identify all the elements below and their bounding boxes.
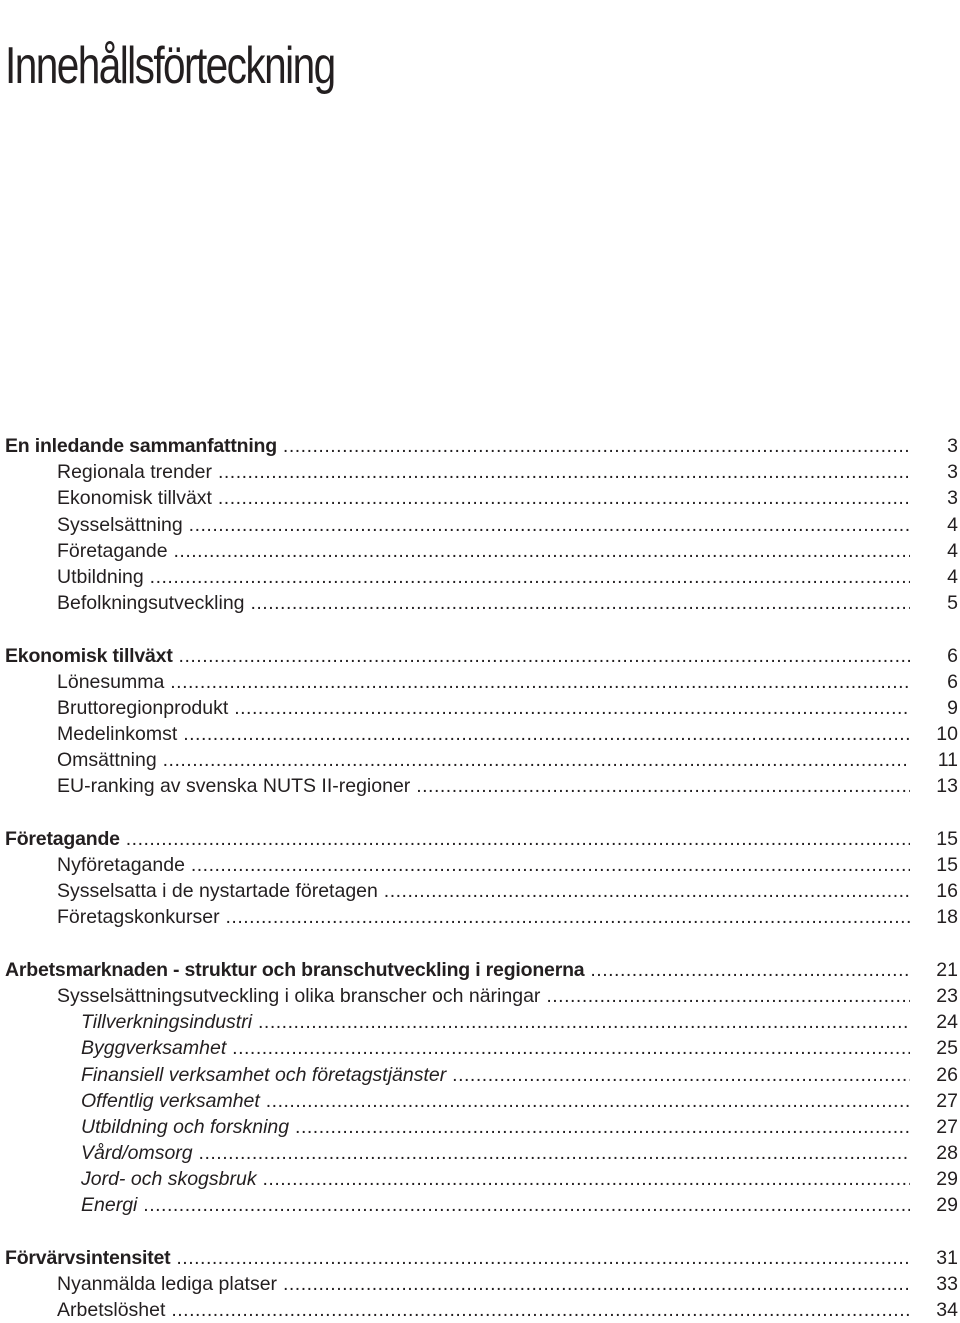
page-title: Innehållsförteckning <box>5 36 335 95</box>
toc-entry-label: Sysselsättningsutveckling i olika branscher och näringar ..... <box>5 983 910 1009</box>
toc-page-number: 27 <box>936 1089 958 1112</box>
toc-section-entry[interactable] <box>5 957 960 983</box>
toc-entry-label: Byggverksamhet ..... <box>5 1035 910 1061</box>
toc-subentry[interactable] <box>5 1062 960 1088</box>
toc-page-number: 6 <box>947 670 958 693</box>
toc-entry-label: Medelinkomst ..... <box>5 721 910 747</box>
toc-section-entry[interactable] <box>5 643 960 669</box>
toc-entry[interactable] <box>5 1271 960 1297</box>
toc-entry[interactable] <box>5 564 960 590</box>
toc-entry-label: Energi ..... <box>5 1192 910 1218</box>
toc-entry-label: Företagande ..... <box>5 826 910 852</box>
toc-page-number: 10 <box>936 723 958 746</box>
toc-entry-label: Arbetslöshet ..... <box>5 1297 910 1323</box>
toc-entry-label: Nyanmälda lediga platser ..... <box>5 1271 910 1297</box>
toc-page-number: 9 <box>947 696 958 719</box>
toc-entry[interactable] <box>5 485 960 511</box>
toc-page-number: 4 <box>947 513 958 536</box>
toc-entry[interactable] <box>5 852 960 878</box>
toc-page-number: 15 <box>936 854 958 876</box>
section-spacer <box>5 616 960 642</box>
toc-entry-label: Tillverkningsindustri ..... <box>5 1009 910 1035</box>
toc-entry-label: En inledande sammanfattning ..... <box>5 433 910 459</box>
toc-page-number: 18 <box>936 906 958 929</box>
section-spacer <box>5 1219 960 1245</box>
toc-section-entry[interactable] <box>5 826 960 852</box>
toc-section-entry[interactable] <box>5 433 960 459</box>
toc-entry-label: Finansiell verksamhet och företagstjänster ..... <box>5 1062 910 1088</box>
toc-page-number: 13 <box>936 775 958 798</box>
toc-page-number: 25 <box>936 1037 958 1060</box>
toc-page-number: 33 <box>936 1273 958 1295</box>
table-of-contents <box>5 433 960 1323</box>
toc-page-number: 6 <box>947 644 958 667</box>
toc-entry[interactable] <box>5 590 960 616</box>
section-spacer <box>5 931 960 957</box>
toc-entry-label: Lönesumma ..... <box>5 669 910 695</box>
toc-page-number: 16 <box>936 880 958 903</box>
toc-entry-label: Befolkningsutveckling ..... <box>5 590 910 616</box>
toc-entry[interactable] <box>5 983 960 1009</box>
toc-subentry[interactable] <box>5 1088 960 1114</box>
toc-page-number: 29 <box>936 1168 958 1191</box>
toc-entry-label: Företagande ..... <box>5 538 910 564</box>
toc-page-number: 4 <box>947 539 958 562</box>
toc-entry-label: Nyföretagande ..... <box>5 852 910 878</box>
section-spacer <box>5 800 960 826</box>
toc-page-number: 28 <box>936 1142 958 1165</box>
toc-entry-label: Utbildning ..... <box>5 564 910 590</box>
toc-entry[interactable] <box>5 538 960 564</box>
toc-page-number: 24 <box>936 1011 958 1034</box>
toc-entry[interactable] <box>5 695 960 721</box>
toc-subentry[interactable] <box>5 1035 960 1061</box>
toc-entry[interactable] <box>5 512 960 538</box>
toc-page-number: 31 <box>936 1246 958 1269</box>
toc-entry-label: Förvärvsintensitet ..... <box>5 1245 910 1271</box>
toc-entry-label: Ekonomisk tillväxt ..... <box>5 643 910 669</box>
toc-entry[interactable] <box>5 747 960 773</box>
toc-entry-label: Offentlig verksamhet ..... <box>5 1088 910 1114</box>
toc-entry-label: Bruttoregionprodukt ..... <box>5 695 910 721</box>
toc-subentry[interactable] <box>5 1009 960 1035</box>
toc-entry-label: Utbildning och forskning ..... <box>5 1114 910 1140</box>
toc-entry[interactable] <box>5 878 960 904</box>
toc-subentry[interactable] <box>5 1114 960 1140</box>
toc-entry-label: Företagskonkurser ..... <box>5 904 910 930</box>
toc-entry-label: Sysselsättning ..... <box>5 512 910 538</box>
toc-entry[interactable] <box>5 459 960 485</box>
toc-entry-label: Ekonomisk tillväxt ..... <box>5 485 910 511</box>
toc-page-number: 3 <box>947 487 958 510</box>
toc-subentry[interactable] <box>5 1166 960 1192</box>
toc-entry-label: Arbetsmarknaden - struktur och branschutveckling i regionerna ..... <box>5 957 910 983</box>
toc-entry-label: Vård/omsorg ..... <box>5 1140 910 1166</box>
toc-page-number: 3 <box>947 435 958 457</box>
toc-entry-label: Sysselsatta i de nystartade företagen ..... <box>5 878 910 904</box>
toc-page-number: 26 <box>936 1063 958 1086</box>
toc-page-number: 4 <box>947 565 958 588</box>
toc-page-number: 5 <box>947 592 958 615</box>
toc-entry[interactable] <box>5 904 960 930</box>
toc-entry[interactable] <box>5 773 960 799</box>
toc-page-number: 34 <box>936 1299 958 1322</box>
toc-entry[interactable] <box>5 721 960 747</box>
toc-page-number: 23 <box>936 984 958 1007</box>
toc-page-number: 21 <box>936 958 958 981</box>
toc-section-entry[interactable] <box>5 1245 960 1271</box>
toc-entry[interactable] <box>5 1297 960 1323</box>
toc-entry-label: Omsättning ..... <box>5 747 910 773</box>
toc-entry-label: EU-ranking av svenska NUTS II-regioner ..... <box>5 773 910 799</box>
toc-subentry[interactable] <box>5 1192 960 1218</box>
toc-page-number: 3 <box>947 461 958 484</box>
toc-page-number: 29 <box>936 1194 958 1217</box>
toc-entry-label: Regionala trender ..... <box>5 459 910 485</box>
toc-page-number: 27 <box>936 1115 958 1138</box>
toc-page-number: 15 <box>936 827 958 850</box>
toc-entry-label: Jord- och skogsbruk ..... <box>5 1166 910 1192</box>
toc-subentry[interactable] <box>5 1140 960 1166</box>
toc-entry[interactable] <box>5 669 960 695</box>
toc-page-number: 11 <box>937 749 958 772</box>
